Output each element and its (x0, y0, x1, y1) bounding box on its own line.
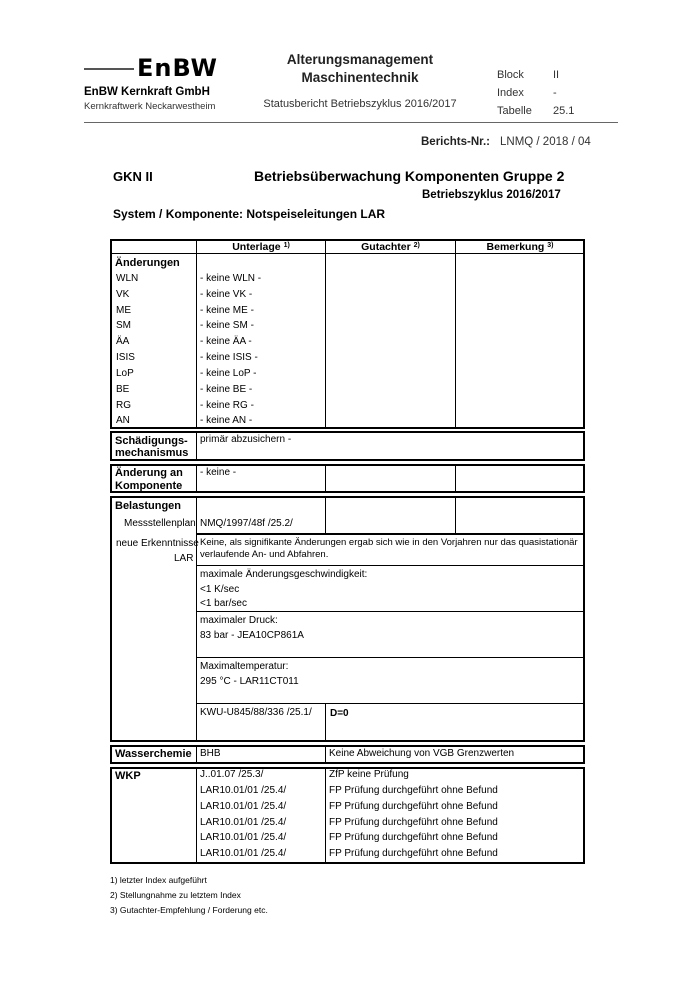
aenderung-value: - keine SM - (200, 320, 254, 331)
col-gutachter-text: Gutachter (361, 241, 411, 253)
grid-line (110, 253, 585, 254)
header-rule (84, 122, 618, 123)
wkp-value: ZfP keine Prüfung (329, 769, 409, 780)
max-aenderung-label: maximale Änderungsgeschwindigkeit: (200, 569, 368, 580)
aenderung-value: - keine ÄA - (200, 336, 252, 347)
aenderung-value: - keine VK - (200, 289, 253, 300)
aenderung-value: - keine ISIS - (200, 352, 258, 363)
grid-line (196, 533, 585, 535)
aenderung-code: VK (116, 289, 130, 300)
logo-text: EnBW (137, 54, 218, 82)
wkp-ref: LAR10.01/01 /25.4/ (200, 817, 287, 828)
grid-line (196, 611, 585, 612)
belastungen-label: Belastungen (115, 500, 182, 512)
grid-line (325, 239, 326, 429)
neue-erkenntnisse-label-2: LAR (174, 553, 194, 564)
aenderung-code: ÄA (116, 336, 130, 347)
report-label: Berichts-Nr.: (421, 136, 491, 148)
messstellenplan-value: NMQ/1997/48f /25.2/ (200, 518, 293, 529)
index-value: - (553, 87, 557, 99)
col-bemerkung-sup: 3) (547, 242, 554, 249)
d-value: D=0 (330, 708, 349, 719)
grid-line (196, 767, 197, 864)
max-druck-label: maximaler Druck: (200, 615, 278, 626)
aenderung-value: - keine AN - (200, 415, 253, 426)
max-druck-value: 83 bar - JEA10CP861A (200, 630, 304, 641)
plant-name: Kernkraftwerk Neckarwestheim (84, 101, 216, 112)
grid-line (325, 745, 326, 764)
footnote: 2) Stellungnahme zu letztem Index (110, 890, 241, 900)
schaedigung-label-1: Schädigungs- (115, 435, 188, 447)
aenderung-value: - keine BE - (200, 384, 253, 395)
max-temp-value: 295 °C - LAR11CT011 (200, 676, 299, 687)
wkp-ref: LAR10.01/01 /25.4/ (200, 785, 287, 796)
company-name: EnBW Kernkraft GmbH (84, 86, 210, 98)
wkp-ref: LAR10.01/01 /25.4/ (200, 801, 287, 812)
col-unterlage-text: Unterlage (232, 241, 281, 253)
wasserchemie-label: Wasserchemie (115, 748, 192, 760)
wkp-value: FP Prüfung durchgeführt ohne Befund (329, 785, 498, 796)
grid-line (325, 704, 326, 742)
aenderung-value: - keine ME - (200, 305, 254, 316)
report-number: LNMQ / 2018 / 04 (500, 136, 591, 148)
wkp-ref: LAR10.01/01 /25.4/ (200, 848, 287, 859)
wasserchemie-ref: BHB (200, 748, 221, 759)
max-temp-label: Maximaltemperatur: (200, 661, 289, 672)
wasserchemie-value: Keine Abweichung von VGB Grenzwerten (329, 748, 515, 759)
block-label: Block (497, 69, 524, 81)
wkp-value: FP Prüfung durchgeführt ohne Befund (329, 832, 498, 843)
col-header-unterlage (197, 241, 325, 253)
aenderung-code: SM (116, 320, 131, 331)
wkp-value: FP Prüfung durchgeführt ohne Befund (329, 801, 498, 812)
wkp-value: FP Prüfung durchgeführt ohne Befund (329, 817, 498, 828)
aenderungen-label: Änderungen (115, 257, 180, 269)
grid-line (196, 565, 585, 566)
neue-erkenntnisse-text-1: Keine, als signifikante Änderungen ergab sich wie in den Vorjahren nur das quasistationär (200, 537, 578, 548)
neue-erkenntnisse-label-1: neue Erkenntnisse (116, 538, 199, 549)
doc-title: Betriebsüberwachung Komponenten Gruppe 2 (254, 168, 565, 184)
col-gutachter-sup: 2) (413, 242, 420, 249)
grid-line (196, 431, 197, 461)
col-unterlage-sup: 1) (283, 242, 290, 249)
grid-line (196, 703, 585, 704)
grid-line (455, 464, 456, 493)
aenderung-code: ME (116, 305, 131, 316)
aenderung-value: - keine WLN - (200, 273, 262, 284)
wkp-ref: LAR10.01/01 /25.4/ (200, 832, 287, 843)
aenderung-komp-label-1: Änderung an (115, 467, 183, 479)
schaedigung-label-2: mechanismus (115, 447, 189, 459)
aenderung-code: ISIS (116, 352, 135, 363)
header-subtitle: Statusbericht Betriebszyklus 2016/2017 (263, 98, 457, 110)
grid-line (196, 239, 197, 429)
doc-cycle: Betriebszyklus 2016/2017 (422, 189, 561, 201)
header-title-1: Alterungsmanagement (286, 52, 434, 67)
tabelle-label: Tabelle (497, 105, 532, 117)
grid-line (196, 745, 197, 764)
aenderung-code: WLN (116, 273, 139, 284)
footnote: 3) Gutachter-Empfehlung / Forderung etc. (110, 905, 268, 915)
grid-line (325, 767, 326, 864)
wkp-label: WKP (115, 770, 141, 782)
kwu-reference: KWU-U845/88/336 /25.1/ (200, 707, 312, 718)
system-label: System / Komponente: Notspeiseleitungen LAR (113, 207, 386, 221)
aenderung-code: LoP (116, 368, 134, 379)
aenderungen-table (110, 239, 585, 429)
wkp-ref: J..01.07 /25.3/ (200, 769, 264, 780)
grid-line (325, 496, 326, 534)
block-value: II (553, 69, 560, 81)
tabelle-value: 25.1 (553, 105, 575, 117)
grid-line (196, 657, 585, 658)
col-bemerkung-text: Bemerkung (486, 241, 545, 253)
max-aenderung-value-2: <1 bar/sec (200, 598, 247, 609)
aenderung-code: RG (116, 400, 131, 411)
footnote: 1) letzter Index aufgeführt (110, 875, 207, 885)
grid-line (455, 496, 456, 534)
col-header-bemerkung (456, 241, 584, 253)
neue-erkenntnisse-text-2: verlaufende An- und Abfahren. (200, 549, 329, 560)
messstellenplan-label: Messstellenplan (124, 518, 196, 529)
grid-line (196, 464, 197, 493)
aenderung-code: BE (116, 384, 130, 395)
gkn-label: GKN II (113, 169, 153, 184)
aenderung-code: AN (116, 415, 130, 426)
header-title-2: Maschinentechnik (301, 70, 419, 85)
grid-line (455, 239, 456, 429)
max-aenderung-value-1: <1 K/sec (200, 584, 240, 595)
wkp-value: FP Prüfung durchgeführt ohne Befund (329, 848, 498, 859)
schaedigung-value: primär abzusichern - (200, 434, 292, 445)
aenderung-value: - keine RG - (200, 400, 254, 411)
grid-line (325, 464, 326, 493)
aenderung-komp-value: - keine - (200, 467, 237, 478)
index-label: Index (497, 87, 524, 99)
logo-line (84, 68, 134, 70)
aenderung-value: - keine LoP - (200, 368, 257, 379)
col-header-gutachter (326, 241, 455, 253)
aenderung-komp-label-2: Komponente (115, 480, 183, 492)
